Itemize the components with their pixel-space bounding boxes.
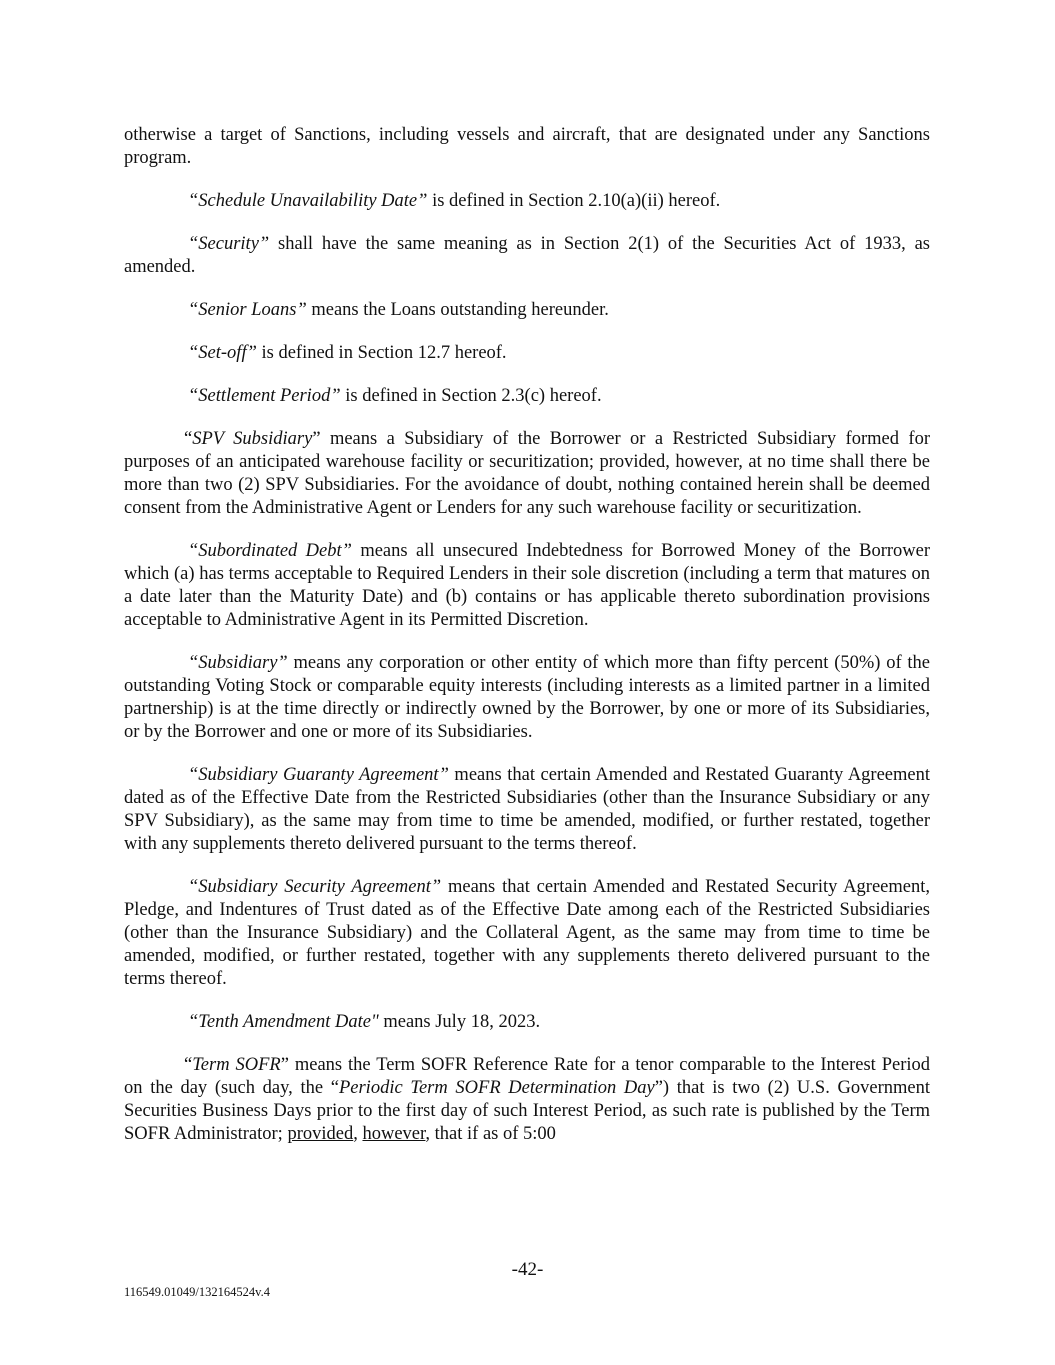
defined-term: “Security” — [188, 234, 270, 254]
defined-term: “Set-off” — [188, 343, 257, 363]
definition-spv-subsidiary — [124, 428, 930, 520]
defined-term: “Subsidiary” — [188, 653, 288, 673]
definition-text: is defined in Section 12.7 hereof. — [256, 343, 507, 363]
definition-settlement-period — [124, 385, 930, 408]
defined-term: Term SOFR — [192, 1055, 281, 1075]
definition-text: means all unsecured Indebtedness for Borrowed Money of the Borrower which (a) has terms acceptable to Required Lenders in their sole discretion (including a term that matures on a date later than the Maturity Date) and (b) contains or has applicable thereto subordination provisions acceptable to Administrative Agent in its Permitted Discretion. — [124, 541, 930, 630]
definition-subsidiary-guaranty-agreement — [124, 764, 930, 856]
underlined-provided: provided — [287, 1124, 354, 1144]
defined-term: “Subordinated Debt” — [188, 541, 352, 561]
definition-text: shall have the same meaning as in Section 2(1) of the Securities Act of 1933, as amended. — [124, 234, 930, 277]
defined-term: “Subsidiary Guaranty Agreement” — [188, 765, 449, 785]
document-body — [124, 124, 930, 1166]
definition-subsidiary-security-agreement — [124, 876, 930, 991]
definition-subordinated-debt — [124, 540, 930, 632]
definition-text: is defined in Section 2.10(a)(ii) hereof. — [427, 191, 721, 211]
open-quote: “ — [184, 429, 193, 449]
definition-text: ” means a Subsidiary of the Borrower or a Restricted Subsidiary formed for purposes of an anticipated warehouse facility or securitization; provided, however, at no time shall there be more than two (2) SPV Subsidiaries. For the avoidance of doubt, nothing contained herein shall be deemed consent from the Administrative Agent or Lenders for any such warehouse facility or securitization. — [124, 429, 930, 518]
defined-term: “Schedule Unavailability Date” — [188, 191, 428, 211]
definition-senior-loans — [124, 299, 930, 322]
definition-schedule-unavailability-date — [124, 190, 930, 213]
paragraph-sanctions-continued — [124, 124, 930, 170]
definition-text: is defined in Section 2.3(c) hereof. — [340, 386, 602, 406]
comma: , — [353, 1124, 363, 1144]
defined-term: SPV Subsidiary — [192, 429, 313, 449]
definition-text: , that if as of 5:00 — [425, 1124, 556, 1144]
paragraph-text: otherwise a target of Sanctions, including vessels and aircraft, that are designated under any Sanctions program. — [124, 125, 930, 168]
defined-term-periodic-determination-day: Periodic Term SOFR Determination Day — [338, 1078, 655, 1098]
open-quote: “ — [184, 1055, 193, 1075]
defined-term: “Senior Loans” — [188, 300, 307, 320]
definition-subsidiary — [124, 652, 930, 744]
underlined-however: however — [362, 1124, 426, 1144]
defined-term: “Subsidiary Security Agreement” — [188, 877, 442, 897]
definition-text: means the Loans outstanding hereunder. — [306, 300, 609, 320]
definition-text: means any corporation or other entity of which more than fifty percent (50%) of the outstanding Voting Stock or comparable equity interests (including interests as a limited partner in a limited partnership) is at the time directly or indirectly owned by the Borrower, by one or more of its Subsidiaries, or by the Borrower and one or more of its Subsidiaries. — [124, 653, 930, 742]
definition-text: means that certain Amended and Restated Security Agreement, Pledge, and Indentures of Trust dated as of the Effective Date among each of the Restricted Subsidiaries (other than the Insurance Subsidiary) and the Collateral Agent, as the same may from time to time be amended, modified, or further restated, together with any supplements thereto delivered pursuant to the terms thereof. — [124, 877, 930, 989]
definition-tenth-amendment-date — [124, 1011, 930, 1034]
definition-text: means July 18, 2023. — [378, 1012, 541, 1032]
page-number: -42- — [511, 1259, 544, 1280]
definition-text: ”) that is two (2) U.S. Government Securities Business Days prior to the first day of such Interest Period, as such rate is published by the Term SOFR Administrator; — [124, 1078, 930, 1144]
definition-set-off — [124, 342, 930, 365]
definition-text: means that certain Amended and Restated Guaranty Agreement dated as of the Effective Date from the Restricted Subsidiaries (other than the Insurance Subsidiary or any SPV Subsidiary), as the same may from time to time be amended, modified, or further restated, together with any supplements thereto delivered pursuant to the terms thereof. — [124, 765, 931, 854]
document-id: 116549.01049/132164524v.4 — [124, 1285, 270, 1299]
definition-security — [124, 233, 930, 279]
defined-term: “Settlement Period” — [188, 386, 341, 406]
definition-term-sofr — [124, 1054, 930, 1146]
defined-term: “Tenth Amendment Date" — [188, 1012, 379, 1032]
definition-text: ” means the Term SOFR Reference Rate for a tenor comparable to the Interest Period on the day (such day, the “ — [124, 1055, 931, 1098]
